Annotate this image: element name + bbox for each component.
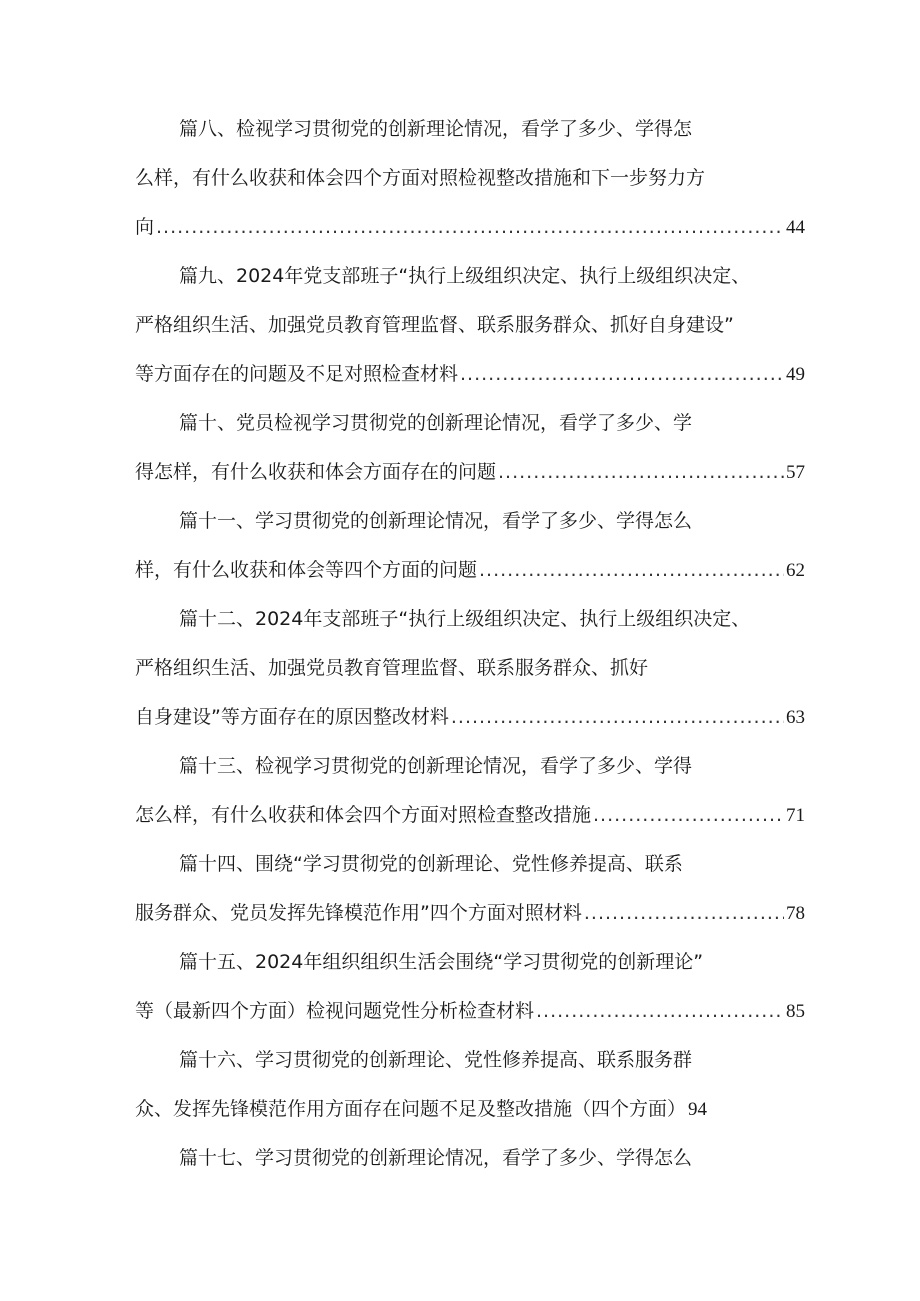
toc-entry-text: 得怎样，有什么收获和体会方面存在的问题 <box>135 461 497 483</box>
toc-entry-text: 篇八、检视学习贯彻党的创新理论情况，看学了多少、学得怎 <box>179 118 693 140</box>
dot-leader <box>156 210 784 244</box>
toc-entry-text: 篇十二、2024年支部班子“执行上级组织决定、执行上级组织决定、 <box>179 608 751 630</box>
toc-entry[interactable] <box>135 749 805 847</box>
toc-entry[interactable] <box>135 602 805 749</box>
dot-leader <box>460 357 784 391</box>
toc-page-number: 71 <box>786 805 805 826</box>
toc-entry-text: 篇十四、围绕“学习贯彻党的创新理论、党性修养提高、联系 <box>179 853 683 875</box>
toc-entry[interactable] <box>135 847 805 945</box>
toc-entry[interactable] <box>135 504 805 602</box>
toc-entry-last-line <box>135 210 805 259</box>
toc-entry-text: 么样，有什么收获和体会四个方面对照检视整改措施和下一步努力方 <box>135 167 706 189</box>
toc-entry-text: 自身建设”等方面存在的原因整改材料 <box>135 706 449 728</box>
toc-entry-text: 篇十六、学习贯彻党的创新理论、党性修养提高、联系服务群 <box>179 1049 693 1071</box>
toc-page-number: 94 <box>688 1099 708 1120</box>
table-of-contents <box>135 112 805 1190</box>
toc-page-number: 85 <box>786 1001 805 1022</box>
toc-entry-text: 众、发挥先锋模范作用方面存在问题不足及整改措施（四个方面） <box>135 1098 687 1120</box>
dot-leader <box>593 798 784 832</box>
toc-entry-text: 怎么样，有什么收获和体会四个方面对照检查整改措施 <box>135 804 592 826</box>
toc-entry-last-line <box>135 798 805 847</box>
dot-leader <box>498 455 784 489</box>
toc-entry-text: 严格组织生活、加强党员教育管理监督、联系服务群众、抓好自身建设” <box>135 314 734 336</box>
toc-entry-text: 篇十一、学习贯彻党的创新理论情况，看学了多少、学得怎么 <box>179 510 693 532</box>
toc-entry-text: 服务群众、党员发挥先锋模范作用”四个方面对照材料 <box>135 902 582 924</box>
toc-page-number: 62 <box>786 560 805 581</box>
toc-entry-text: 等方面存在的问题及不足对照检查材料 <box>135 363 459 385</box>
dot-leader <box>536 994 784 1028</box>
toc-page-number: 63 <box>786 707 805 728</box>
toc-entry[interactable] <box>135 1043 805 1141</box>
toc-entry[interactable] <box>135 259 805 406</box>
toc-entry-last-line <box>135 357 805 406</box>
toc-page-number: 78 <box>786 903 805 924</box>
toc-entry-text: 严格组织生活、加强党员教育管理监督、联系服务群众、抓好 <box>135 657 649 679</box>
toc-entry-text: 篇十五、2024年组织组织生活会围绕“学习贯彻党的创新理论” <box>179 951 704 973</box>
toc-entry-text: 篇九、2024年党支部班子“执行上级组织决定、执行上级组织决定、 <box>179 265 751 287</box>
toc-page-number: 44 <box>786 217 805 238</box>
toc-entry[interactable] <box>135 112 805 259</box>
toc-entry-text: 样，有什么收获和体会等四个方面的问题 <box>135 559 478 581</box>
toc-entry-text: 等（最新四个方面）检视问题党性分析检查材料 <box>135 1000 535 1022</box>
dot-leader <box>479 553 784 587</box>
toc-entry[interactable] <box>135 945 805 1043</box>
toc-entry-text: 篇十七、学习贯彻党的创新理论情况，看学了多少、学得怎么 <box>179 1147 693 1169</box>
toc-entry-text: 篇十、党员检视学习贯彻党的创新理论情况，看学了多少、学 <box>179 412 693 434</box>
dot-leader <box>451 700 784 734</box>
toc-entry[interactable] <box>135 1141 805 1190</box>
toc-entry-last-line <box>135 553 805 602</box>
toc-entry-text: 篇十三、检视学习贯彻党的创新理论情况，看学了多少、学得 <box>179 755 693 777</box>
toc-entry-last-line <box>135 896 805 945</box>
toc-entry-last-line <box>135 700 805 749</box>
toc-page-number: 49 <box>786 364 805 385</box>
toc-entry-text: 向 <box>135 216 155 238</box>
dot-leader <box>584 896 784 930</box>
toc-entry-last-line <box>135 994 805 1043</box>
toc-entry-last-line <box>135 455 805 504</box>
toc-entry-last-line <box>135 1092 805 1141</box>
toc-page-number: 57 <box>786 462 805 483</box>
toc-entry[interactable] <box>135 406 805 504</box>
